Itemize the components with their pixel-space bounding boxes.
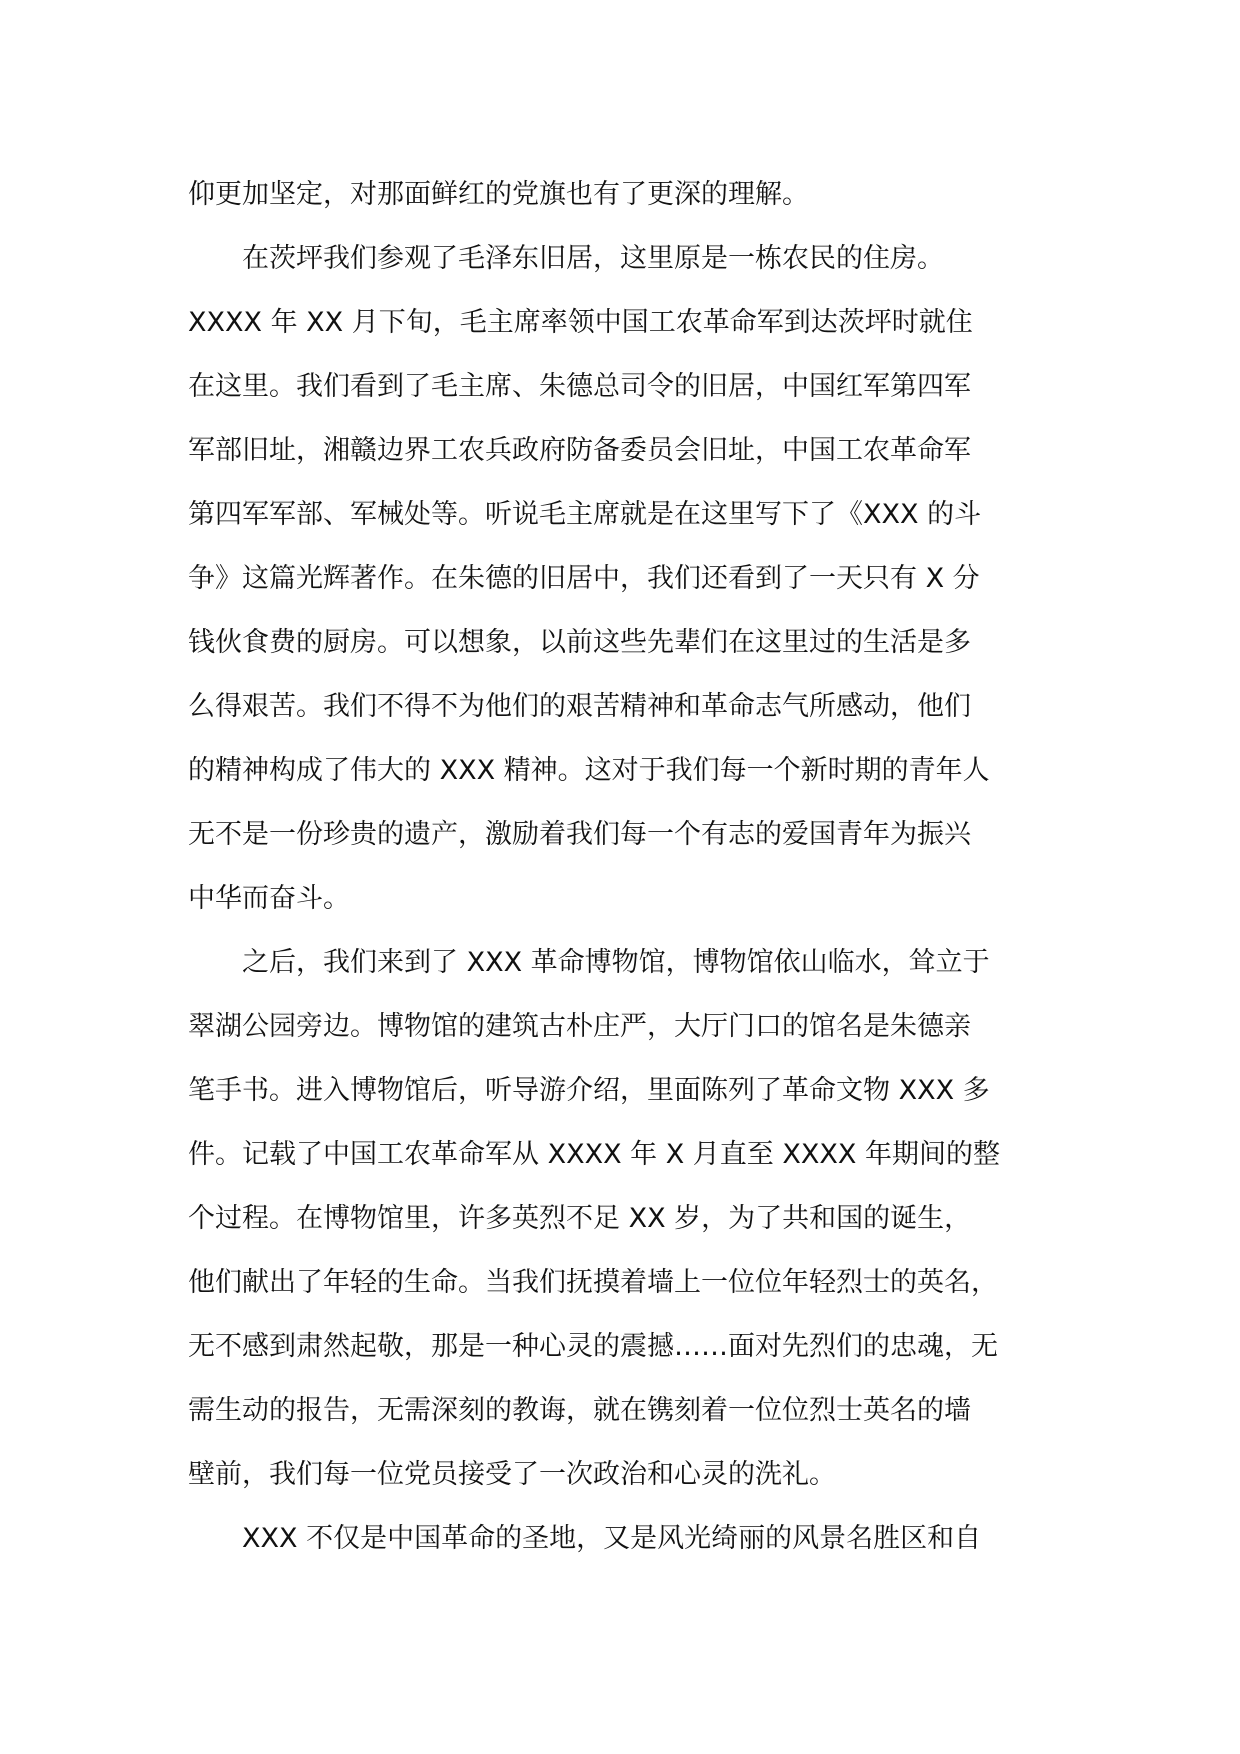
text-line: 壁前，我们每一位党员接受了一次政治和心灵的洗礼。 — [188, 1459, 836, 1490]
text-line: 么得艰苦。我们不得不为他们的艰苦精神和革命志气所感动，他们 — [188, 691, 971, 722]
text-line: 争》这篇光辉著作。在朱德的旧居中，我们还看到了一天只有 X 分 — [188, 563, 980, 594]
text-line: 无不是一份珍贵的遗产，激励着我们每一个有志的爱国青年为振兴 — [188, 819, 971, 850]
text-line: 仰更加坚定，对那面鲜红的党旗也有了更深的理解。 — [188, 179, 809, 210]
text-line: 他们献出了年轻的生命。当我们抚摸着墙上一位位年轻烈士的英名， — [188, 1267, 998, 1298]
text-line: 中华而奋斗。 — [188, 883, 350, 914]
text-line: 的精神构成了伟大的 XXX 精神。这对于我们每一个新时期的青年人 — [188, 755, 990, 786]
text-line: 第四军军部、军械处等。听说毛主席就是在这里写下了《XXX 的斗 — [188, 499, 982, 530]
text-line: 在这里。我们看到了毛主席、朱德总司令的旧居，中国红军第四军 — [188, 371, 971, 402]
text-line: 之后，我们来到了 XXX 革命博物馆，博物馆依山临水，耸立于 — [188, 947, 990, 978]
text-line: 钱伙食费的厨房。可以想象，以前这些先辈们在这里过的生活是多 — [188, 627, 971, 658]
text-line: 在茨坪我们参观了毛泽东旧居，这里原是一栋农民的住房。 — [188, 243, 944, 274]
text-line: 个过程。在博物馆里，许多英烈不足 XX 岁，为了共和国的诞生， — [188, 1203, 972, 1234]
text-line: XXX 不仅是中国革命的圣地，又是风光绮丽的风景名胜区和自 — [188, 1523, 982, 1554]
text-line: 笔手书。进入博物馆后，听导游介绍，里面陈列了革命文物 XXX 多 — [188, 1075, 990, 1106]
text-line: 无不感到肃然起敬，那是一种心灵的震撼……面对先烈们的忠魂，无 — [188, 1331, 998, 1362]
text-line: 翠湖公园旁边。博物馆的建筑古朴庄严，大厅门口的馆名是朱德亲 — [188, 1011, 971, 1042]
text-line: 件。记载了中国工农革命军从 XXXX 年 X 月直至 XXXX 年期间的整 — [188, 1139, 1000, 1170]
text-line: 军部旧址，湘赣边界工农兵政府防备委员会旧址，中国工农革命军 — [188, 435, 971, 466]
text-line: XXXX 年 XX 月下旬，毛主席率领中国工农革命军到达茨坪时就住 — [188, 307, 973, 338]
text-line: 需生动的报告，无需深刻的教诲，就在镌刻着一位位烈士英名的墙 — [188, 1395, 971, 1426]
